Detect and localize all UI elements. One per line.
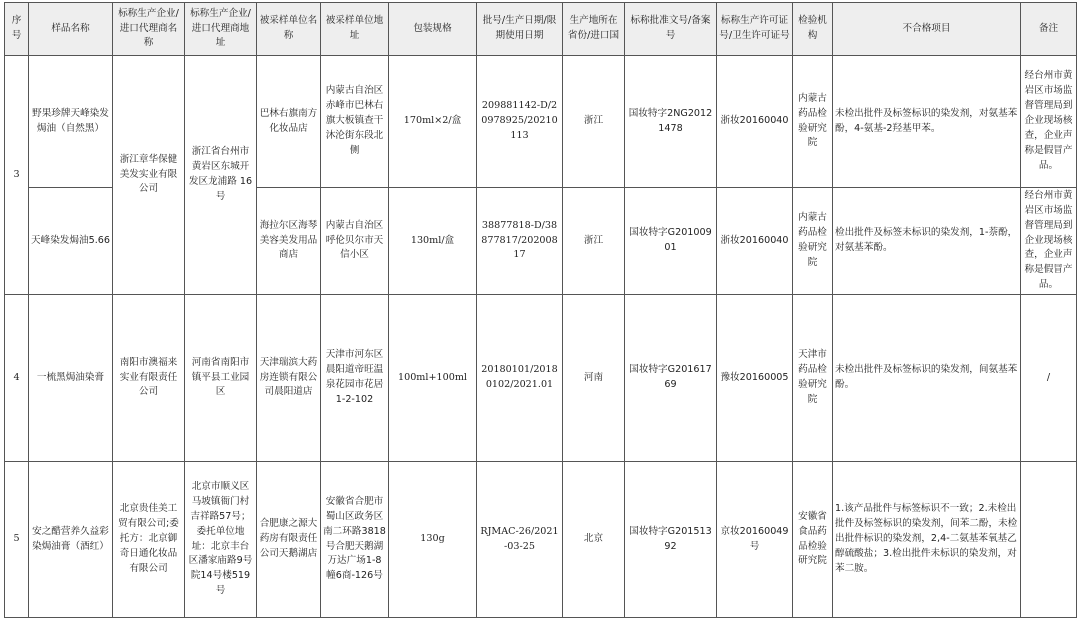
sampler-name: 合肥康之源大药房有限责任公司天鹅湖店: [257, 462, 321, 618]
origin-province: 浙江: [563, 56, 625, 188]
header-cell-batch: 批号/生产日期/限期使用日期: [477, 3, 563, 56]
origin-province: 浙江: [563, 188, 625, 295]
header-cell-sampler: 被采样单位名称: [257, 3, 321, 56]
header-cell-name: 样品名称: [29, 3, 113, 56]
header-cell-approval: 标称批准文号/备案号: [625, 3, 717, 56]
sample-name: 安之醋营养久益彩染焗油膏（酒红）: [29, 462, 113, 618]
sampler-name: 天津瑞滨大药房连锁有限公司晨阳道店: [257, 295, 321, 462]
header-cell-note: 备注: [1021, 3, 1077, 56]
approval-number: 国妆特字2NG20121478: [625, 56, 717, 188]
sampler-name: 巴林右旗南方化妆品店: [257, 56, 321, 188]
package-spec: 100ml+100ml: [389, 295, 477, 462]
table-row: [5, 462, 1077, 618]
sample-name: 天峰染发焗油5.66: [29, 188, 113, 295]
inspection-lab: 安徽省食品药品检验研究院: [793, 462, 833, 618]
header-cell-license: 标称生产许可证号/卫生许可证号: [717, 3, 793, 56]
sampler-name: 海拉尔区海琴美容美发用品商店: [257, 188, 321, 295]
company-address: 河南省南阳市镇平县工业园区: [185, 295, 257, 462]
row-number: 5: [5, 462, 29, 618]
remarks: /: [1021, 295, 1077, 462]
defect-items: 检出批件及标签未标识的染发剂，1-萘酚，对氨基苯酚。: [833, 188, 1021, 295]
batch-number: 20180101/20180102/2021.01: [477, 295, 563, 462]
company-address: 北京市顺义区马坡镇衙门村吉祥路57号；委托单位地址：北京丰台区潘家庙路9号院14号楼519号: [185, 462, 257, 618]
company-name: 南阳市澳福来实业有限责任公司: [113, 295, 185, 462]
header-cell-company: 标称生产企业/进口代理商名称: [113, 3, 185, 56]
inspection-lab: 天津市药品检验研究院: [793, 295, 833, 462]
approval-number: 国妆特字G20161769: [625, 295, 717, 462]
batch-number: RJMAC-26/2021-03-25: [477, 462, 563, 618]
batch-number: 209881142-D/20978925/20210113: [477, 56, 563, 188]
remarks: [1021, 462, 1077, 618]
header-cell-no: 序号: [5, 3, 29, 56]
table-row: [5, 56, 1077, 188]
sampler-address: 天津市河东区晨阳道帝旺温泉花园市花居1-2-102: [321, 295, 389, 462]
row-number: 4: [5, 295, 29, 462]
license-number: 豫妆20160005: [717, 295, 793, 462]
defect-items: 未检出批件及标签标识的染发剂，间氨基苯酚。: [833, 295, 1021, 462]
package-spec: 170ml×2/盒: [389, 56, 477, 188]
origin-province: 河南: [563, 295, 625, 462]
inspection-lab: 内蒙古药品检验研究院: [793, 56, 833, 188]
header-cell-address: 标称生产企业/进口代理商地址: [185, 3, 257, 56]
defect-items: 1.该产品批件与标签标识不一致；2.未检出批件及标签标识的染发剂，间苯二酚，未检出批件标识的染发剂，2,4-二氨基苯氧基乙醇硫酸盐；3.检出批件未标识的染发剂，对苯二胺。: [833, 462, 1021, 618]
company-name: 浙江章华保健美发实业有限公司: [113, 56, 185, 295]
approval-number: 国妆特字G20100901: [625, 188, 717, 295]
remarks: 经台州市黄岩区市场监督管理局到企业现场核查，企业声称是假冒产品。: [1021, 188, 1077, 295]
license-number: 浙妆20160040: [717, 56, 793, 188]
sampler-address: 内蒙古自治区赤峰市巴林右旗大板镇查干沐沦街东段北侧: [321, 56, 389, 188]
sample-name: 野果珍牌天峰染发焗油（自然黑）: [29, 56, 113, 188]
origin-province: 北京: [563, 462, 625, 618]
header-cell-defect: 不合格项目: [833, 3, 1021, 56]
sampler-address: 安徽省合肥市蜀山区政务区南二环路3818号合肥天鹅湖万达广场1-8幢6商-126号: [321, 462, 389, 618]
inspection-lab: 内蒙古药品检验研究院: [793, 188, 833, 295]
row-number: 3: [5, 56, 29, 295]
package-spec: 130g: [389, 462, 477, 618]
package-spec: 130ml/盒: [389, 188, 477, 295]
table-row: [5, 295, 1077, 462]
header-cell-spec: 包装规格: [389, 3, 477, 56]
company-address: 浙江省台州市黄岩区东城开发区龙浦路 16 号: [185, 56, 257, 295]
sampler-address: 内蒙古自治区呼伦贝尔市天信小区: [321, 188, 389, 295]
unqualified-products-table: [4, 2, 1077, 618]
batch-number: 38877818-D/38877817/20200817: [477, 188, 563, 295]
sample-name: 一梳黑焗油染膏: [29, 295, 113, 462]
approval-number: 国妆特字G20151392: [625, 462, 717, 618]
company-name: 北京贵佳美工贸有限公司;委托方：北京御奇日通化妆品有限公司: [113, 462, 185, 618]
header-cell-lab: 检验机构: [793, 3, 833, 56]
license-number: 京妆20160049号: [717, 462, 793, 618]
header-cell-sampler-address: 被采样单位地址: [321, 3, 389, 56]
license-number: 浙妆20160040: [717, 188, 793, 295]
defect-items: 未检出批件及标签标识的染发剂，对氨基苯酚，4-氨基-2羟基甲苯。: [833, 56, 1021, 188]
header-cell-origin: 生产地所在省份/进口国: [563, 3, 625, 56]
remarks: 经台州市黄岩区市场监督管理局到企业现场核查，企业声称是假冒产品。: [1021, 56, 1077, 188]
header-row: [5, 3, 1077, 56]
